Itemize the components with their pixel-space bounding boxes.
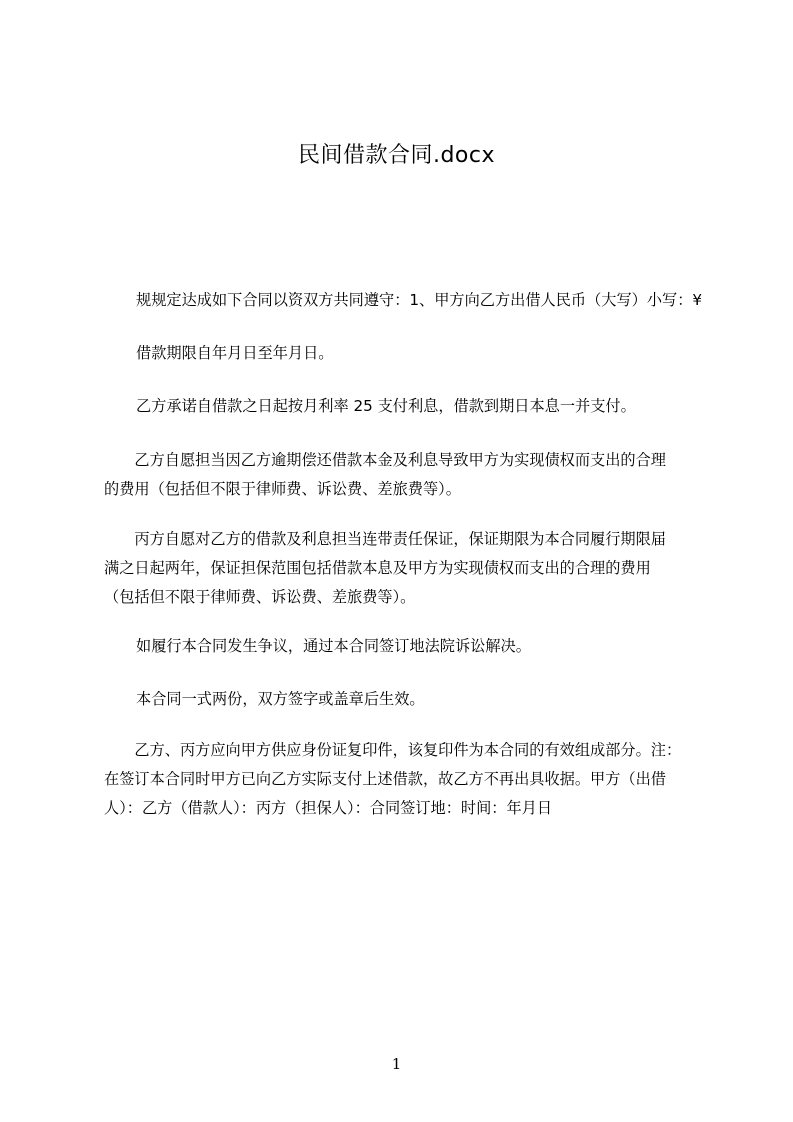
paragraph-line: 本合同一式两份，双方签字或盖章后生效。 [136, 690, 425, 708]
paragraph-line: 在签订本合同时甲方已向乙方实际支付上述借款，故乙方不再出具收据。甲方（出借 [104, 770, 666, 788]
paragraph-line: 乙方承诺自借款之日起按月利率 25 支付利息，借款到期日本息一并支付。 [136, 397, 636, 415]
paragraph-line: 乙方、丙方应向甲方供应身份证复印件，该复印件为本合同的有效组成部分。注： [104, 741, 682, 759]
paragraph-guarantee [104, 525, 704, 612]
paragraph-identity-signatures [104, 736, 704, 823]
paragraph-line: 如履行本合同发生争议，通过本合同签订地法院诉讼解决。 [136, 637, 531, 655]
paragraph-line: 的费用（包括但不限于律师费、诉讼费、差旅费等）。 [104, 480, 461, 498]
paragraph-agreement-intro [136, 286, 736, 315]
paragraph-copies [136, 685, 736, 714]
paragraph-interest [136, 392, 736, 421]
paragraph-line: 满之日起两年，保证担保范围包括借款本息及甲方为实现债权而支出的合理的费用 [104, 559, 651, 577]
document-title: 民间借款合同.docx [297, 143, 496, 168]
paragraph-dispute [136, 632, 736, 661]
paragraph-line: （包括但不限于律师费、诉讼费、差旅费等）。 [104, 588, 416, 606]
page-number: 1 [391, 1055, 402, 1073]
paragraph-line: 规规定达成如下合同以资双方共同遵守：1、甲方向乙方出借人民币（大写）小写：¥ [136, 291, 703, 309]
paragraph-loan-term [136, 339, 736, 368]
paragraph-overdue-costs [104, 446, 704, 504]
paragraph-line: 借款期限自年月日至年月日。 [136, 344, 334, 362]
paragraph-line: 丙方自愿对乙方的借款及利息担当连带责任保证，保证期限为本合同履行期限届 [104, 530, 666, 548]
paragraph-line: 乙方自愿担当因乙方逾期偿还借款本金及利息导致甲方为实现债权而支出的合理 [104, 451, 666, 469]
paragraph-line: 人）：乙方（借款人）：丙方（担保人）：合同签订地：时间：年月日 [104, 799, 553, 817]
